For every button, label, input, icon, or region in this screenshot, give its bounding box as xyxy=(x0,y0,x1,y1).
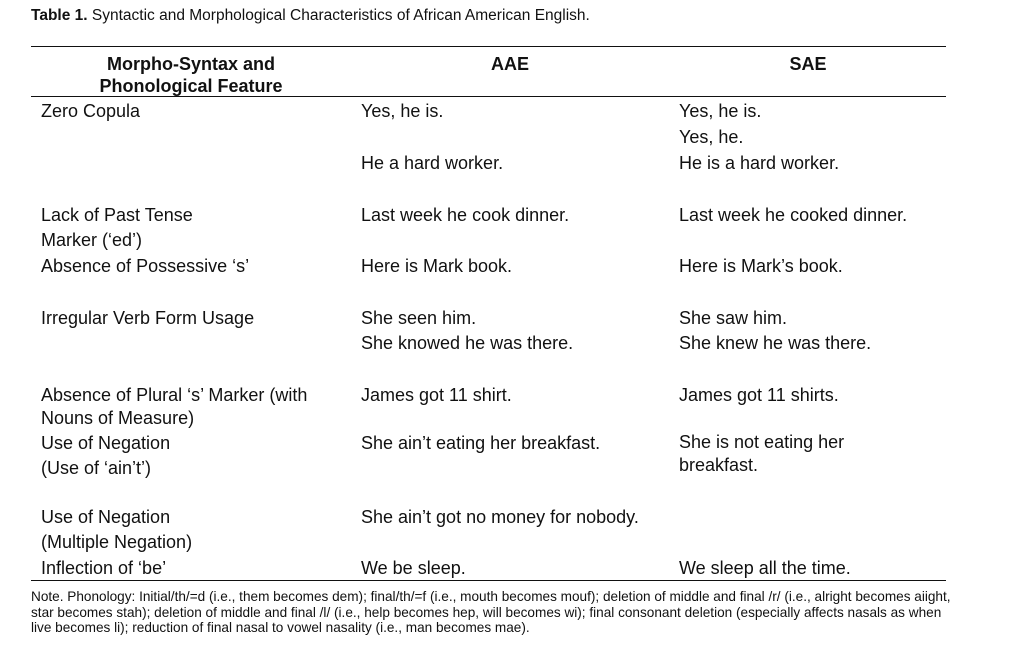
row-zero-copula-sae-2: Yes, he. xyxy=(679,127,744,147)
row-multiple-negation-feature: Use of Negation xyxy=(41,507,171,527)
table-note: Note. Phonology: Initial/th/=d (i.e., them becomes dem); final/th/=f (i.e., mouth becomes mouf); deletion of middle and final /r/ (i.e., alright becomes aiight, star becomes stah); deletion of middle and final /l/ (i.e., help becomes hep, will becomes wi); final consonant deletion (especially affects nasals as when live becomes li); reduction of final nasal to vowel nasality (i.e., man becomes mae). xyxy=(31,589,951,636)
row-negation-aint-aae: She ain’t eating her breakfast. xyxy=(361,433,601,453)
row-be-inflection-aae: We be sleep. xyxy=(361,558,466,578)
row-possessive-aae: Here is Mark book. xyxy=(361,256,513,276)
table-top-rule xyxy=(31,46,946,47)
row-possessive-sae: Here is Mark’s book. xyxy=(679,256,843,276)
row-past-tense-feature: Lack of Past Tense xyxy=(41,205,193,225)
row-irregular-verb-aae-2: She knowed he was there. xyxy=(361,333,574,353)
header-sae: SAE xyxy=(789,54,827,74)
header-feature xyxy=(41,53,341,97)
row-negation-aint-sae: She is not eating her breakfast. xyxy=(679,432,845,475)
row-irregular-verb-aae: She seen him. xyxy=(361,308,477,328)
row-negation-aint-feature: Use of Negation xyxy=(41,433,171,453)
row-plural-sae: James got 11 shirts. xyxy=(679,385,839,405)
row-irregular-verb-sae: She saw him. xyxy=(679,308,788,328)
header-rule xyxy=(31,96,946,97)
row-negation-aint-feature-2: (Use of ‘ain’t’) xyxy=(41,458,152,478)
row-past-tense-aae: Last week he cook dinner. xyxy=(361,205,570,225)
row-be-inflection-sae: We sleep all the time. xyxy=(679,558,851,578)
table-bottom-rule xyxy=(31,580,946,581)
row-irregular-verb-feature: Irregular Verb Form Usage xyxy=(41,308,255,328)
row-irregular-verb-sae-2: She knew he was there. xyxy=(679,333,872,353)
row-plural-aae: James got 11 shirt. xyxy=(361,385,512,405)
row-multiple-negation-aae: She ain’t got no money for nobody. xyxy=(361,507,639,527)
row-past-tense-sae: Last week he cooked dinner. xyxy=(679,205,908,225)
row-zero-copula-aae-3: He a hard worker. xyxy=(361,153,504,173)
row-zero-copula-sae-3: He is a hard worker. xyxy=(679,153,840,173)
row-be-inflection-feature: Inflection of ‘be’ xyxy=(41,558,167,578)
row-zero-copula-feature: Zero Copula xyxy=(41,101,141,121)
row-past-tense-feature-2: Marker (‘ed’) xyxy=(41,230,143,250)
header-feature-line1: Morpho-Syntax and xyxy=(106,54,275,74)
header-aae: AAE xyxy=(490,54,529,74)
row-multiple-negation-feature-2: (Multiple Negation) xyxy=(41,532,193,552)
row-zero-copula-sae: Yes, he is. xyxy=(679,101,762,121)
table-caption-label: Table 1. xyxy=(31,7,88,24)
row-zero-copula-aae: Yes, he is. xyxy=(361,101,444,121)
row-possessive-feature: Absence of Possessive ‘s’ xyxy=(41,256,250,276)
header-feature-line2: Phonological Feature xyxy=(99,76,283,96)
table-caption-text: Syntactic and Morphological Characteristics of African American English. xyxy=(91,7,590,24)
row-plural-feature-2: Nouns of Measure) xyxy=(41,408,195,428)
row-plural-feature: Absence of Plural ‘s’ Marker (with xyxy=(41,385,308,405)
table-caption xyxy=(31,7,590,25)
